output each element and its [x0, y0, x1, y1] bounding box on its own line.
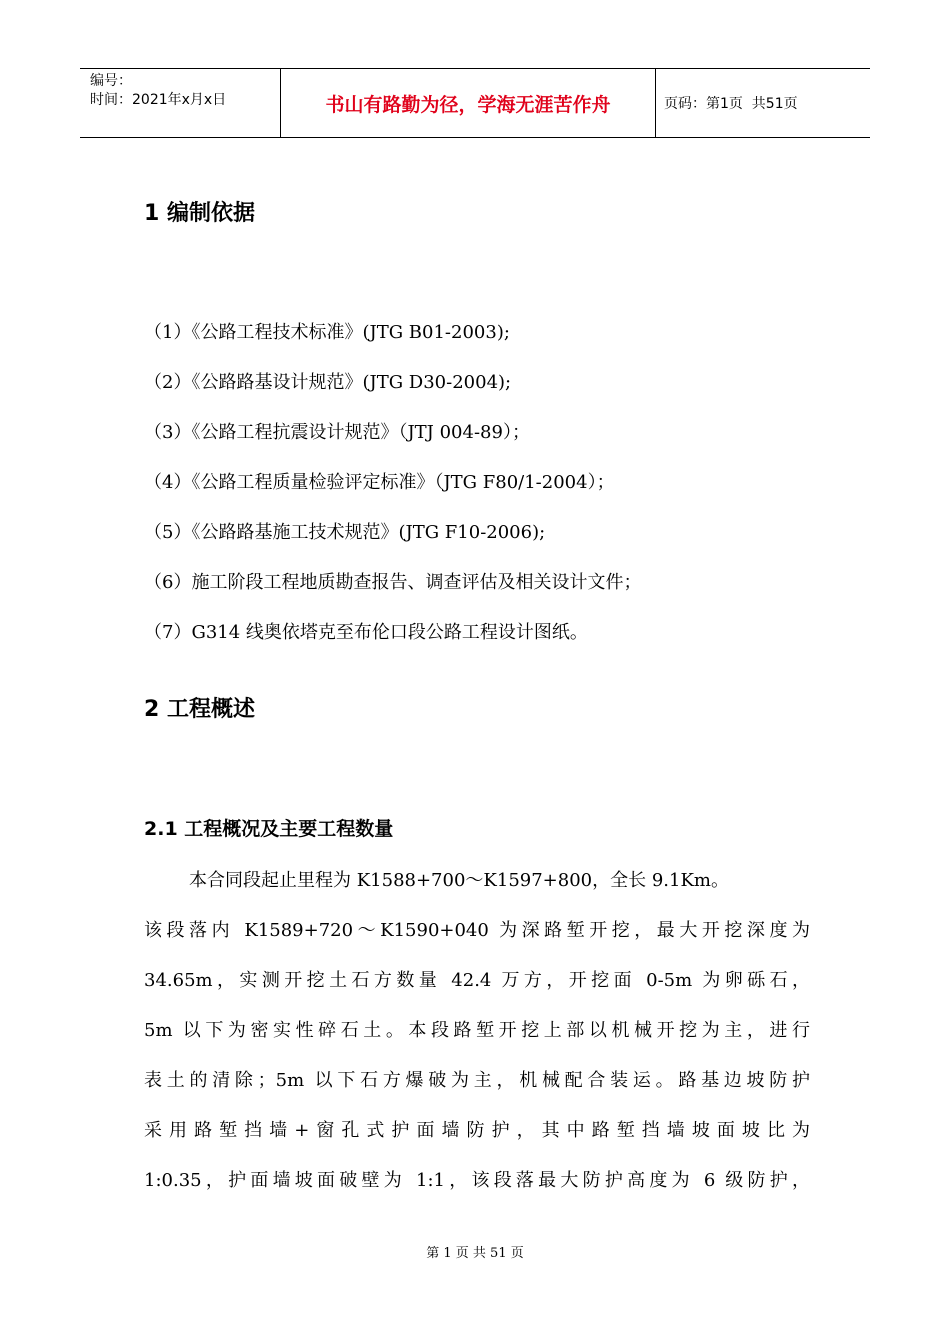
section-1-title: 1 编制依据	[144, 201, 255, 226]
header-meta	[80, 69, 281, 137]
reference-item: （4）《公路工程质量检验评定标准》（JTG F80/1-2004）；	[144, 472, 615, 493]
reference-item: （3）《公路工程抗震设计规范》（JTJ 004-89）；	[144, 422, 530, 443]
reference-item: （6）施工阶段工程地质勘查报告、调查评估及相关设计文件；	[144, 572, 642, 593]
header-motto: 书山有路勤为径，学海无涯苦作舟	[281, 69, 656, 137]
reference-item: （5）《公路路基施工技术规范》(JTG F10-2006);	[144, 522, 546, 543]
paragraph-line: 采用路堑挡墙+窗孔式护面墙防护，其中路堑挡墙坡面坡比为	[144, 1120, 810, 1141]
reference-item: （1）《公路工程技术标准》(JTG B01-2003);	[144, 322, 510, 343]
paragraph-line: 本合同段起止里程为 K1588+700～K1597+800，全长 9.1Km。	[189, 870, 729, 891]
paragraph-line: 5m 以下为密实性碎石土。本段路堑开挖上部以机械开挖为主，进行	[144, 1020, 810, 1041]
reference-item: （7）G314 线奥依塔克至布伦口段公路工程设计图纸。	[144, 622, 588, 643]
header-page-info: 页码：第1页 共51页	[664, 96, 798, 112]
page-footer: 第 1 页 共 51 页	[426, 1246, 524, 1261]
reference-item: （2）《公路路基设计规范》(JTG D30-2004);	[144, 372, 512, 393]
subsection-2-1-title: 2.1 工程概况及主要工程数量	[144, 818, 394, 840]
body-paragraph	[144, 856, 810, 1206]
section-2-title: 2 工程概述	[144, 697, 255, 722]
document-number-label: 编号：	[90, 73, 132, 89]
paragraph-line: 该段落内 K1589+720～K1590+040 为深路堑开挖，最大开挖深度为	[144, 920, 810, 941]
paragraph-line: 1:0.35，护面墙坡面破壁为 1:1，该段落最大防护高度为 6 级防护，	[144, 1170, 810, 1191]
paragraph-line: 表土的清除；5m 以下石方爆破为主，机械配合装运。路基边坡防护	[144, 1070, 810, 1091]
paragraph-line: 34.65m，实测开挖土石方数量 42.4 万方，开挖面 0-5m 为卵砾石，	[144, 970, 810, 991]
document-time-label: 时间：2021年x月x日	[90, 92, 227, 108]
page-header	[80, 68, 870, 138]
